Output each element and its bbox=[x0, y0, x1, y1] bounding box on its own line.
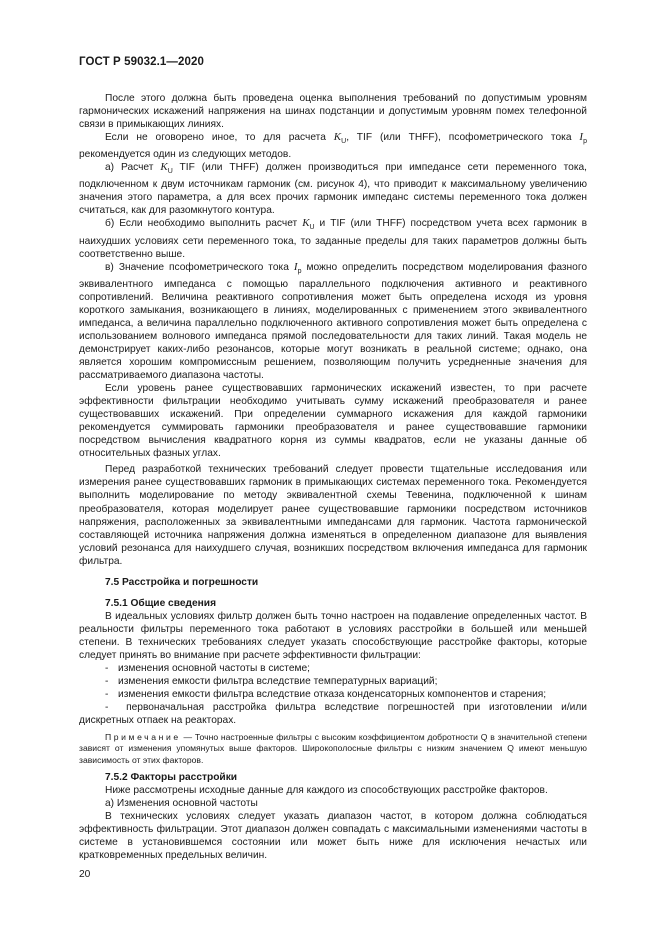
list-item-a: а) Изменения основной частоты bbox=[105, 797, 258, 809]
page-number: 20 bbox=[79, 869, 91, 880]
paragraph: Если не оговорено иное, то для расчета $K_U$, TIF (или THFF), псофометрического тока $I_p$ рекомендуется один из следующих методов. bbox=[79, 131, 587, 161]
dash-list-item: - изменения емкости фильтра вследствие отказа конденсаторных компонентов и старения; bbox=[105, 689, 547, 701]
list-item-c: в) Значение псофометрического тока $I_p$ можно определить посредством моделирования фазного эквивалентного импеданса с помощью параллельного подключения активного и реактивного сопротивлений. Величина реактивного сопротивления может быть определена исходя из уровня короткого замыкания, возникающего в линиях, моделированных с применением этого эквивалентного импеданса, а величина параллельно подключенного активного сопротивления может быть определена с использованием волнового импеданса прямой последовательности для таких линий. Такая модель не демонстрирует каких-либо резонансов, которые могут возникать в реальной системе; однако, она является хорошим компромиссным решением, позволяющим получить усредненные значения для рассматриваемого диапазона частоты. bbox=[79, 260, 587, 382]
dash-list-item: - первоначальная расстройка фильтра вследствие погрешностей при изготовлении и/или дискретных отпаек на реакторах. bbox=[79, 702, 587, 727]
note-label: Примечание bbox=[105, 732, 181, 743]
paragraph: Перед разработкой технических требований следует провести тщательные исследования или измерения ранее существовавших гармоник в примыкающих системах переменного тока. Рекомендуется выполнить моделирование по методу эквивалентной схемы Тевенина, подключенной к шинам преобразователя, которая моделирует ранее существовавшие гармоники посредством источников напряжения, расположенных за эквивалентными импедансами для гармоник. Частота гармонической составляющей источника напряжения должна изменяться в определенном диапазоне для выявления условий резонанса для наихудшего случая, возникших посредством включения импеданса для гармоник фильтра. bbox=[79, 464, 587, 567]
paragraph: В технических условиях следует указать диапазон частот, в котором должна соблюдаться эффективность фильтрации. Этот диапазон должен совпадать с максимальными изменениями частоты в системе в установившемся состоянии или может быть ниже для исключения нечастых или кратковременных предельных величин. bbox=[79, 811, 587, 862]
list-item-a: а) Расчет $K_U$ TIF (или THFF) должен производиться при импедансе сети переменного тока, подключенном к двум источникам гармоник (см. рисунок 4), что приводит к максимальному увеличению значения этого параметра, а для всех прочих гармоник импеданс системы переменного тока должен считаться, как для разомкнутого контура. bbox=[79, 161, 588, 217]
dash-list-item: - изменения основной частоты в системе; bbox=[105, 663, 310, 675]
list-item-b: б) Если необходимо выполнить расчет $K_U$ и TIF (или THFF) посредством учета всех гармоник в наихудших условиях сети переменного тока, то заданные пределы для таких параметров должны быть соответственно выше. bbox=[79, 217, 587, 260]
section-heading-7-5: 7.5 Расстройка и погрешности bbox=[105, 576, 259, 588]
document-body bbox=[79, 92, 587, 862]
dash-list-item: - изменения емкости фильтра вследствие температурных вариаций; bbox=[105, 676, 438, 688]
paragraph: Ниже рассмотрены исходные данные для каждого из способствующих расстройке факторов. bbox=[105, 784, 548, 796]
paragraph: После этого должна быть проведена оценка выполнения требований по допустимым уровням гармонических искажений напряжения на шинах подстанции и допустимым уровням помех телефонной связи в примыкающих линиях. bbox=[79, 93, 587, 131]
paragraph: Если уровень ранее существовавших гармонических искажений известен, то при расчете эффективности фильтрации необходимо учитывать сумму искажений преобразователя и ранее существовавших искажений. При определении суммарного искажения для каждой гармоники рекомендуется суммировать гармоники преобразователя и ранее существовавшие гармоники посредством вычисления квадратного корня из суммы квадратов, если не указаны данные об относительных фазных углах. bbox=[79, 383, 587, 460]
document-header: ГОСТ Р 59032.1—2020 bbox=[79, 56, 204, 68]
subsection-heading-7-5-2: 7.5.2 Факторы расстройки bbox=[105, 771, 238, 783]
paragraph: В идеальных условиях фильтр должен быть точно настроен на подавление определенных частот. В реальности фильтры переменного тока работают в условиях расстройки в большей или меньшей степени. В технических требованиях следует указать способствующие расстройке факторы, которые следует принять во внимание при расчете эффективности фильтрации: bbox=[79, 610, 587, 661]
note: Примечание — Точно настроенные фильтры с высоким коэффициентом добротности Q в значительной степени зависят от изменения упомянутых выше факторов. Широкополосные фильтры с низким значением Q имеют меньшую зависимость от этих факторов. bbox=[79, 732, 587, 765]
subsection-heading-7-5-1: 7.5.1 Общие сведения bbox=[105, 597, 217, 609]
